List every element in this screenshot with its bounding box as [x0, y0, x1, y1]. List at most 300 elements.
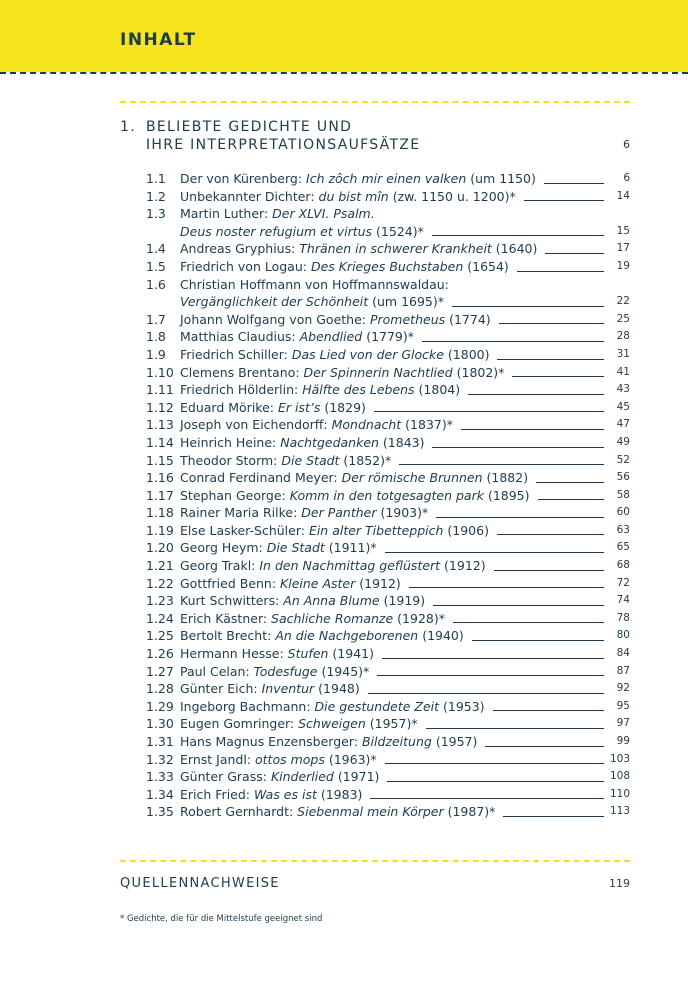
toc-entry-line	[180, 575, 630, 593]
section-page-number: 6	[623, 138, 630, 151]
toc-author: Robert Gernhardt:	[180, 804, 298, 820]
toc-leader-line	[377, 675, 604, 676]
toc-year: (1912)	[355, 575, 401, 591]
toc-year: (1971)	[333, 769, 380, 785]
toc-author: Eduard Mörike:	[180, 399, 278, 415]
toc-entry-text	[180, 645, 630, 663]
toc-work-title: Prometheus	[369, 311, 446, 327]
toc-entry[interactable]	[146, 346, 630, 364]
toc-year: (1829)	[320, 399, 366, 415]
toc-entry-line-text	[180, 258, 509, 276]
toc-work-title: Komm in den totgesagten park	[289, 487, 484, 503]
toc-work-title: An die Nachgeborenen	[275, 628, 419, 644]
toc-leader-line	[382, 658, 604, 659]
toc-entry-line-text	[180, 277, 449, 292]
toc-leader-line	[536, 482, 604, 483]
toc-author: Theodor Storm:	[180, 452, 282, 468]
toc-leader-line	[494, 570, 604, 571]
toc-entry-line-text	[180, 715, 418, 733]
toc-author: Unbekannter Dichter:	[180, 188, 319, 204]
toc-entry-line	[180, 381, 630, 399]
toc-leader-line	[524, 200, 604, 201]
toc-entry-line-text	[180, 627, 464, 645]
toc-entry-line	[180, 311, 630, 329]
toc-entry-text	[180, 768, 630, 786]
toc-year: (um 1695)*	[368, 294, 445, 310]
toc-page-number: 65	[616, 541, 630, 554]
toc-page-number: 60	[616, 506, 630, 519]
toc-entry-text	[180, 205, 630, 240]
toc-entry-number: 1.12	[146, 399, 174, 415]
toc-author: Matthias Claudius:	[180, 329, 300, 345]
toc-year: (1945)*	[317, 663, 370, 679]
toc-year: (1804)	[414, 382, 461, 398]
section-title-line1: BELIEBTE GEDICHTE UND	[146, 119, 353, 135]
toc-page-number: 78	[616, 611, 630, 624]
toc-leader-line	[374, 411, 604, 412]
toc-year: (1919)	[379, 593, 426, 609]
toc-entry[interactable]	[146, 311, 630, 329]
toc-entry-line	[180, 680, 630, 698]
toc-entry-line-text	[180, 170, 536, 188]
toc-page-number: 92	[616, 682, 630, 695]
toc-year: (1953)	[439, 698, 485, 714]
toc-entry-text	[180, 522, 630, 540]
toc-entry-number: 1.8	[146, 329, 166, 345]
toc-entry-line-text	[180, 751, 377, 769]
section-number: 1.	[120, 119, 136, 135]
toc-page-number: 22	[616, 295, 630, 308]
toc-entry[interactable]	[146, 645, 630, 663]
toc-entry-text	[180, 715, 630, 733]
toc-entry-line-text	[180, 786, 362, 804]
toc-page-number: 47	[616, 418, 630, 431]
toc-work-title: Vergänglichkeit der Schönheit	[180, 294, 369, 310]
toc-entry[interactable]	[146, 276, 630, 311]
toc-entry-line-text	[180, 768, 379, 786]
toc-leader-line	[493, 710, 604, 711]
toc-author: Joseph von Eichendorff:	[180, 417, 332, 433]
toc-entry-number: 1.21	[146, 558, 174, 574]
toc-work-title: An Anna Blume	[283, 593, 380, 609]
toc-entry-line	[180, 751, 630, 769]
toc-entry-text	[180, 680, 630, 698]
toc-entry-number: 1.14	[146, 434, 174, 450]
toc-page-number: 97	[616, 717, 630, 730]
toc-year: (1948)	[314, 681, 360, 697]
toc-entry-number: 1.7	[146, 311, 166, 327]
toc-entry-number: 1.10	[146, 364, 174, 380]
toc-year: (1983)	[316, 786, 363, 802]
toc-entry-line-text	[180, 223, 424, 241]
toc-entry-line	[180, 645, 630, 663]
toc-work-title: Abendlied	[299, 329, 363, 345]
sources-top-divider	[120, 860, 630, 862]
toc-entry-number: 1.1	[146, 171, 166, 186]
toc-entry[interactable]	[146, 258, 630, 276]
toc-page-number: 25	[616, 312, 630, 325]
toc-entry-number: 1.30	[146, 716, 174, 732]
toc-entry-line-text	[180, 504, 428, 522]
toc-leader-line	[472, 640, 604, 641]
toc-year: (um 1150)	[466, 171, 536, 186]
toc-entry[interactable]	[146, 751, 630, 769]
toc-entry-text	[180, 698, 630, 716]
toc-entry-line	[180, 715, 630, 733]
toc-leader-line	[426, 728, 604, 729]
toc-leader-line	[497, 359, 604, 360]
toc-entry[interactable]	[146, 381, 630, 399]
toc-entry[interactable]	[146, 452, 630, 470]
toc-entry-text	[180, 434, 630, 452]
toc-entry-text	[180, 803, 630, 821]
toc-entry-line	[180, 346, 630, 364]
toc-entry[interactable]	[146, 733, 630, 751]
toc-entry-line-text	[180, 206, 375, 221]
toc-leader-line	[517, 271, 604, 272]
toc-work-title: Die Stadt	[281, 452, 340, 468]
toc-entry-line-text	[180, 311, 491, 329]
toc-work-title: Die gestundete Zeit	[314, 698, 440, 714]
toc-work-title: Thränen in schwerer Krankheit	[299, 241, 492, 257]
toc-page-number: 56	[616, 471, 630, 484]
toc-leader-line	[422, 341, 604, 342]
toc-leader-line	[432, 235, 604, 236]
toc-page-number: 15	[616, 224, 630, 237]
toc-entry[interactable]	[146, 539, 630, 557]
toc-author: Günter Grass:	[180, 769, 271, 785]
section-title-line2: IHRE INTERPRETATIONSAUFSÄTZE	[146, 137, 421, 153]
toc-entry[interactable]	[146, 170, 630, 188]
toc-entry[interactable]	[146, 768, 630, 786]
toc-entry[interactable]	[146, 698, 630, 716]
toc-entry-line-text	[180, 645, 374, 663]
toc-entry[interactable]	[146, 504, 630, 522]
toc-entry[interactable]	[146, 399, 630, 417]
header-dashed-divider	[0, 72, 688, 74]
toc-entry-line-text	[180, 592, 425, 610]
toc-author: Clemens Brentano:	[180, 364, 304, 380]
toc-leader-line	[387, 781, 604, 782]
toc-entry-number: 1.5	[146, 258, 166, 274]
toc-page-number: 28	[616, 330, 630, 343]
toc-entry-line	[180, 803, 630, 821]
toc-entry-line-text	[180, 803, 495, 821]
toc-entry-number: 1.16	[146, 470, 174, 486]
toc-work-title: Kinderlied	[270, 769, 334, 785]
toc-entry-number: 1.22	[146, 575, 174, 591]
toc-entry-text	[180, 346, 630, 364]
toc-leader-line	[433, 605, 604, 606]
toc-page-number: 49	[616, 435, 630, 448]
toc-entry-line-text	[180, 188, 516, 206]
toc-year: (1941)	[328, 646, 374, 662]
toc-entry-line	[180, 610, 630, 628]
toc-entry-number: 1.26	[146, 646, 174, 662]
toc-entry-line-text	[180, 680, 360, 698]
toc-entry[interactable]	[146, 487, 630, 505]
toc-entry-line	[180, 469, 630, 487]
toc-year: (1912)	[440, 558, 486, 574]
toc-work-title: Siebenmal mein Körper	[297, 804, 444, 820]
toc-author: Else Lasker-Schüler:	[180, 522, 309, 538]
toc-entry-line	[180, 504, 630, 522]
toc-entry-line	[180, 768, 630, 786]
toc-entry-line-text	[180, 381, 460, 399]
toc-entry-line	[180, 663, 630, 681]
toc-entry[interactable]	[146, 680, 630, 698]
toc-year: (1640)	[491, 241, 538, 257]
toc-entry-line	[180, 364, 630, 382]
toc-entry-text	[180, 452, 630, 470]
toc-entry-text	[180, 751, 630, 769]
toc-page-number: 95	[616, 699, 630, 712]
toc-author: Paul Celan:	[180, 663, 254, 679]
toc-page-number: 87	[616, 664, 630, 677]
toc-entry-number: 1.6	[146, 276, 166, 292]
toc-entry-line	[180, 240, 630, 258]
toc-entry-text	[180, 557, 630, 575]
toc-entry-number: 1.23	[146, 593, 174, 609]
toc-entry-line	[180, 522, 630, 540]
toc-entry-line-text	[180, 610, 445, 628]
toc-leader-line	[545, 253, 604, 254]
toc-entry[interactable]	[146, 416, 630, 434]
section-heading[interactable]	[120, 118, 630, 154]
toc-leader-line	[409, 587, 604, 588]
toc-page-number: 52	[616, 453, 630, 466]
toc-entry-line	[180, 487, 630, 505]
toc-entry-text	[180, 364, 630, 382]
toc-entry-line-text	[180, 452, 391, 470]
toc-author: Ingeborg Bachmann:	[180, 698, 315, 714]
toc-entry-line	[180, 276, 630, 294]
toc-entry-number: 1.18	[146, 505, 174, 521]
toc-entry[interactable]	[146, 469, 630, 487]
toc-work-title: Was es ist	[253, 786, 317, 802]
toc-page-number: 74	[616, 594, 630, 607]
toc-entry-text	[180, 733, 630, 751]
toc-entry-text	[180, 416, 630, 434]
toc-leader-line	[368, 693, 604, 694]
toc-page-number: 43	[616, 383, 630, 396]
toc-entry[interactable]	[146, 240, 630, 258]
toc-entry-line-text	[180, 240, 537, 258]
section-top-divider	[120, 101, 630, 103]
toc-entry[interactable]	[146, 715, 630, 733]
toc-page-number: 80	[616, 629, 630, 642]
toc-entry[interactable]	[146, 627, 630, 645]
toc-leader-line	[453, 622, 604, 623]
toc-entry-number: 1.32	[146, 751, 174, 767]
toc-year: (1963)*	[324, 751, 377, 767]
toc-entry[interactable]	[146, 786, 630, 804]
toc-author: Johann Wolfgang von Goethe:	[180, 311, 370, 327]
toc-author: Heinrich Heine:	[180, 434, 281, 450]
toc-entry-line	[180, 627, 630, 645]
toc-leader-line	[452, 306, 604, 307]
toc-page-number: 19	[616, 259, 630, 272]
toc-entry-text	[180, 504, 630, 522]
toc-author: Ernst Jandl:	[180, 751, 255, 767]
toc-entry-number: 1.4	[146, 241, 166, 257]
toc-entry[interactable]	[146, 557, 630, 575]
toc-year: (1940)	[418, 628, 464, 644]
toc-entry-number: 1.24	[146, 610, 174, 626]
toc-page-number: 108	[609, 770, 630, 783]
toc-entry[interactable]	[146, 188, 630, 206]
toc-entry[interactable]	[146, 434, 630, 452]
toc-entry-number: 1.27	[146, 663, 174, 679]
footnote: * Gedichte, die für die Mittelstufe geeignet sind	[120, 914, 323, 924]
toc-entry-text	[180, 399, 630, 417]
toc-author: Friedrich Hölderlin:	[180, 382, 303, 398]
toc-work-title: Bildzeitung	[361, 734, 432, 749]
toc-leader-line	[436, 517, 604, 518]
toc-year: (1957)	[431, 734, 478, 749]
toc-author: Friedrich von Logau:	[180, 258, 311, 274]
toc-entry-text	[180, 240, 630, 258]
toc-entry-line	[180, 328, 630, 346]
toc-entry-line-text	[180, 399, 366, 417]
toc-work-title: In den Nachmittag geflüstert	[259, 558, 441, 574]
sources-heading[interactable]	[120, 876, 630, 891]
toc-entry-line	[180, 188, 630, 206]
toc-page-number: 17	[616, 242, 630, 255]
toc-entry[interactable]	[146, 522, 630, 540]
toc-entry-line-text	[180, 539, 377, 557]
toc-page-number: 63	[616, 523, 630, 536]
toc-entry-line	[180, 258, 630, 276]
toc-leader-line	[503, 816, 604, 817]
toc-entry-number: 1.31	[146, 734, 174, 749]
toc-entry[interactable]	[146, 205, 630, 240]
toc-leader-line	[468, 394, 604, 395]
toc-entry-number: 1.33	[146, 769, 174, 785]
toc-entry-line-text	[180, 575, 401, 593]
toc-author: Rainer Maria Rilke:	[180, 505, 302, 521]
toc-author: Georg Trakl:	[180, 558, 260, 574]
toc-entry-text	[180, 627, 630, 645]
toc-entry-text	[180, 786, 630, 804]
toc-work-title: Der Spinnerin Nachtlied	[303, 364, 453, 380]
toc-list	[146, 170, 630, 821]
toc-entry-line	[180, 698, 630, 716]
toc-entry-number: 1.34	[146, 786, 174, 802]
toc-year: (zw. 1150 u. 1200)*	[388, 188, 516, 204]
toc-page-number: 31	[616, 347, 630, 360]
toc-work-title: Inventur	[261, 681, 315, 697]
toc-leader-line	[497, 534, 604, 535]
toc-page-number: 103	[609, 752, 630, 765]
toc-entry[interactable]	[146, 364, 630, 382]
toc-year: (1911)*	[324, 540, 377, 556]
toc-entry-line-text	[180, 293, 444, 311]
toc-entry-text	[180, 592, 630, 610]
sources-page-number: 119	[609, 877, 630, 890]
toc-entry[interactable]	[146, 328, 630, 346]
toc-author: Bertolt Brecht:	[180, 628, 276, 644]
toc-entry-text	[180, 258, 630, 276]
toc-entry-line	[180, 452, 630, 470]
toc-entry-text	[180, 487, 630, 505]
toc-year: (1957)*	[365, 716, 418, 732]
toc-year: (1987)*	[443, 804, 496, 820]
toc-leader-line	[399, 464, 604, 465]
toc-year: (1852)*	[339, 452, 392, 468]
toc-entry-text	[180, 381, 630, 399]
toc-entry-line-text	[180, 698, 485, 716]
toc-entry-line-text	[180, 557, 486, 575]
toc-work-title: Kleine Aster	[280, 575, 356, 591]
toc-page-number: 110	[609, 787, 630, 800]
toc-year: (1654)	[463, 258, 509, 274]
toc-entry-line	[180, 733, 630, 751]
toc-entry-line	[180, 539, 630, 557]
toc-entry-text	[180, 469, 630, 487]
toc-work-title: Nachtgedanken	[280, 434, 379, 450]
toc-entry-text	[180, 610, 630, 628]
toc-page-number: 45	[616, 400, 630, 413]
toc-entry-line	[180, 399, 630, 417]
sources-title: QUELLENNACHWEISE	[120, 876, 280, 891]
toc-entry-line-text	[180, 469, 528, 487]
toc-year: (1800)	[443, 346, 490, 362]
toc-entry-line-text	[180, 364, 504, 382]
toc-entry-line	[180, 557, 630, 575]
toc-entry[interactable]	[146, 663, 630, 681]
toc-author: Martin Luther:	[180, 206, 273, 222]
toc-entry[interactable]	[146, 575, 630, 593]
toc-leader-line	[485, 746, 604, 747]
toc-entry-line-text	[180, 346, 489, 364]
toc-page-number: 41	[616, 365, 630, 378]
header-bar	[0, 0, 688, 72]
toc-author: Georg Heym:	[180, 540, 267, 556]
toc-entry-text	[180, 276, 630, 311]
toc-work-title: du bist mîn	[318, 188, 389, 204]
toc-page-number: 113	[609, 805, 630, 818]
toc-page-number: 58	[616, 488, 630, 501]
toc-author: Andreas Gryphius:	[180, 241, 300, 257]
toc-work-title: Der römische Brunnen	[341, 470, 483, 486]
toc-leader-line	[499, 323, 604, 324]
toc-author: Gottfried Benn:	[180, 575, 281, 591]
toc-work-title: Stufen	[287, 646, 329, 662]
toc-author: Conrad Ferdinand Meyer:	[180, 470, 342, 486]
toc-leader-line	[461, 429, 604, 430]
toc-entry-number: 1.20	[146, 540, 174, 556]
toc-entry-text	[180, 311, 630, 329]
toc-author: Friedrich Schiller:	[180, 346, 292, 362]
toc-year: (1903)*	[376, 505, 429, 521]
toc-year: (1882)	[482, 470, 529, 486]
toc-author: Stephan George:	[180, 487, 290, 503]
toc-entry[interactable]	[146, 610, 630, 628]
toc-work-title: Des Krieges Buchstaben	[310, 258, 464, 274]
toc-entry-line	[180, 592, 630, 610]
toc-entry-line-text	[180, 487, 530, 505]
toc-entry-number: 1.28	[146, 681, 174, 697]
toc-entry-number: 1.9	[146, 346, 166, 362]
toc-entry[interactable]	[146, 803, 630, 821]
toc-entry-text	[180, 170, 630, 188]
toc-author: Günter Eich:	[180, 681, 262, 697]
toc-leader-line	[370, 798, 604, 799]
toc-work-title: Deus noster refugium et virtus	[180, 223, 373, 239]
toc-entry[interactable]	[146, 592, 630, 610]
toc-author: Hans Magnus Enzensberger:	[180, 734, 362, 749]
